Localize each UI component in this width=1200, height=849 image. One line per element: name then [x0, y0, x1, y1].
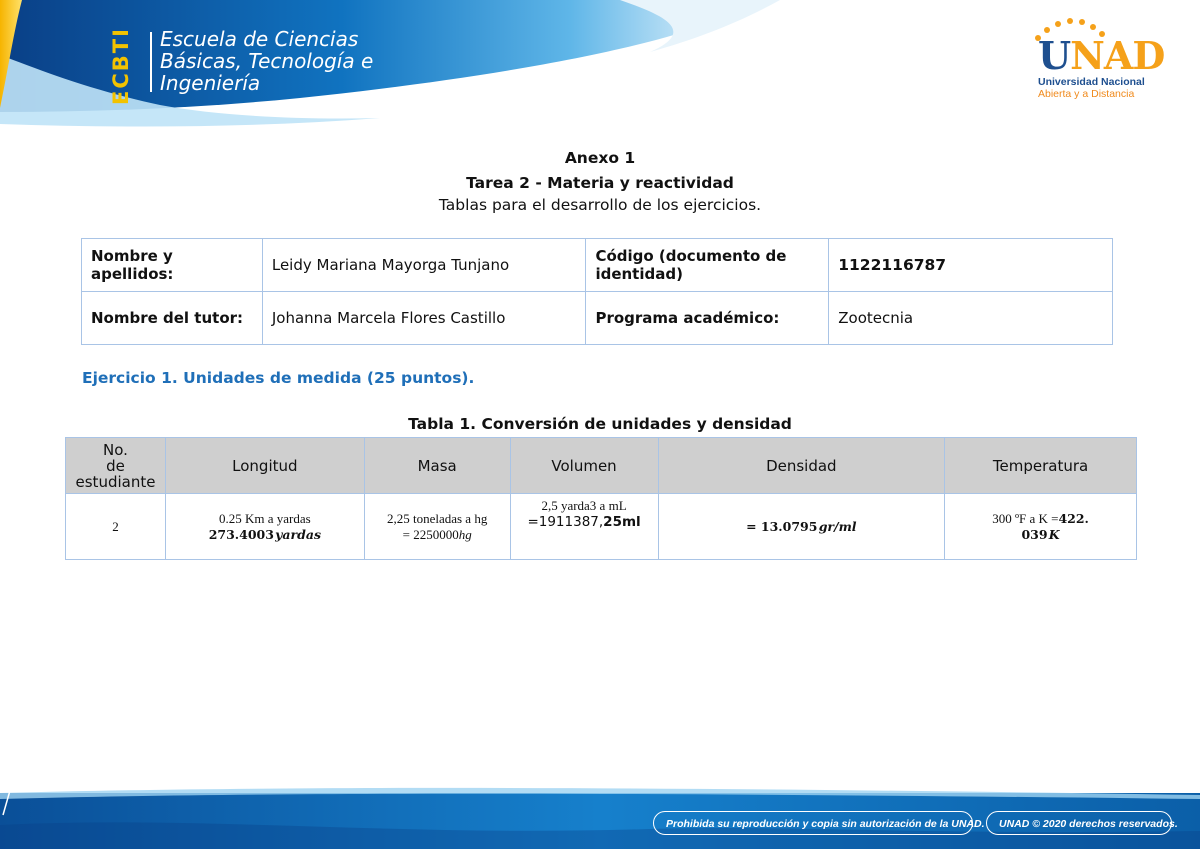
cell-student: 2 [66, 494, 166, 560]
acronym-separator [150, 32, 152, 92]
header-temperature: Temperatura [945, 438, 1137, 494]
cell-temperature: 300 ºF a K =422. 039 K [945, 494, 1137, 560]
footer-rights: UNAD © 2020 derechos reservados. [986, 811, 1172, 835]
exercise-heading: Ejercicio 1. Unidades de medida (25 puntos). [82, 369, 475, 387]
school-name [160, 28, 373, 94]
footer-banner [0, 785, 1200, 849]
logo-line-1: Universidad Nacional [1038, 76, 1145, 88]
header-density: Densidad [658, 438, 945, 494]
task-title: Tarea 2 - Materia y reactividad [466, 174, 734, 192]
subtitle: Tablas para el desarrollo de los ejercicios. [438, 196, 762, 214]
code-value: 1122116787 [829, 239, 1113, 292]
student-info-table [81, 238, 1113, 345]
info-row-1 [82, 239, 1113, 292]
school-line-2: Básicas, Tecnología e [160, 49, 374, 73]
cell-volume: 2,5 yarda3 a mL =1911387,25ml [510, 494, 658, 560]
program-label: Programa académico: [586, 292, 829, 345]
footer-slash-icon [0, 785, 14, 817]
school-line-3: Ingeniería [160, 71, 261, 95]
conversion-header-row [66, 438, 1137, 494]
conversion-table [65, 437, 1137, 560]
unad-logo [1030, 16, 1170, 100]
cell-mass: 2,25 toneladas a hg = 2250000hg [364, 494, 510, 560]
program-value: Zootecnia [829, 292, 1113, 345]
ecbti-acronym: ECBTI [109, 27, 133, 105]
cell-density: = 13.0795 gr/ml [658, 494, 945, 560]
name-label: Nombre y apellidos: [82, 239, 263, 292]
footer-copy-notice: Prohibida su reproducción y copia sin autorización de la UNAD. [653, 811, 973, 835]
header-mass: Masa [364, 438, 510, 494]
table-caption: Tabla 1. Conversión de unidades y densidad [408, 415, 792, 433]
header-banner [0, 0, 1200, 135]
info-row-2 [82, 292, 1113, 345]
cell-length: 0.25 Km a yardas 273.4003 yardas [165, 494, 364, 560]
name-value: Leidy Mariana Mayorga Tunjano [262, 239, 586, 292]
header-student: No. de estudiante [66, 438, 166, 494]
school-line-1: Escuela de Ciencias [160, 27, 359, 51]
tutor-label: Nombre del tutor: [82, 292, 263, 345]
logo-word: UNAD [1038, 33, 1165, 78]
code-label: Código (documento de identidad) [586, 239, 829, 292]
tutor-value: Johanna Marcela Flores Castillo [262, 292, 586, 345]
header-volume: Volumen [510, 438, 658, 494]
table-row [66, 494, 1137, 560]
annex-title: Anexo 1 [564, 149, 636, 167]
header-length: Longitud [165, 438, 364, 494]
logo-line-2: Abierta y a Distancia [1038, 88, 1135, 100]
